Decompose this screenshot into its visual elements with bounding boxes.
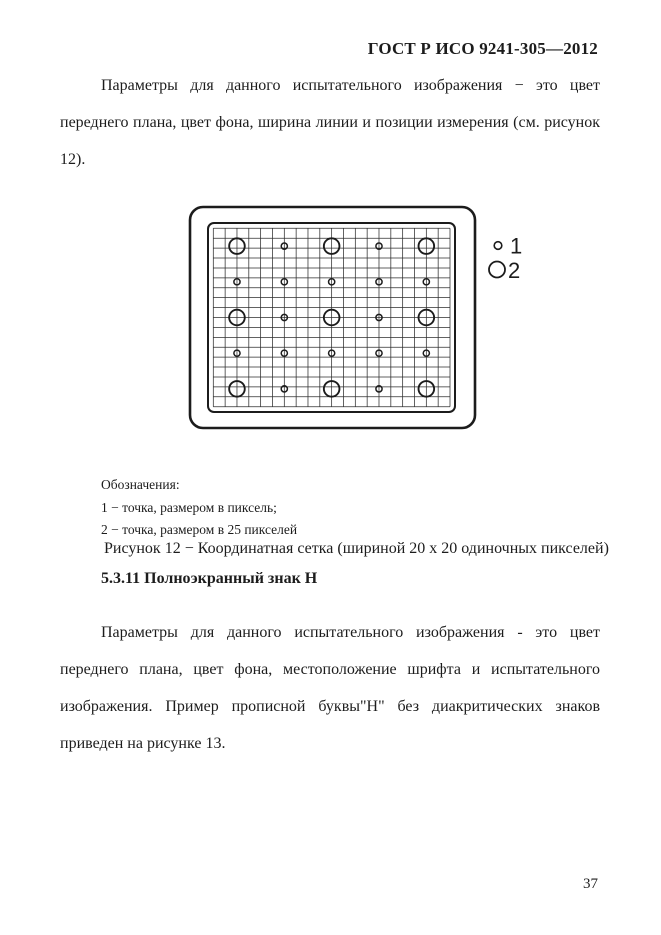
dot-1-pixel xyxy=(281,279,287,285)
legend-small-circle-icon xyxy=(494,242,502,250)
paragraph-1-line-2: переднего плана, цвет фона, ширина линии и позиции измерения (см. рисунок xyxy=(60,114,600,131)
dot-1-pixel xyxy=(376,243,382,249)
dot-25-pixels xyxy=(229,381,245,397)
dot-1-pixel xyxy=(281,314,287,320)
dot-1-pixel xyxy=(376,314,382,320)
dot-1-pixel xyxy=(376,350,382,356)
legend-label-1: 1 xyxy=(510,233,523,259)
legend-label-2: 2 xyxy=(508,258,521,283)
paragraph-2-line-4: приведен на рисунке 13. xyxy=(60,735,226,752)
dot-1-pixel xyxy=(376,386,382,392)
legend-item-1: 1 − точка, размером в пиксель; xyxy=(101,499,277,515)
dot-25-pixels xyxy=(324,381,340,397)
dot-1-pixel xyxy=(281,350,287,356)
dot-25-pixels xyxy=(229,238,245,254)
dot-1-pixel xyxy=(234,350,240,356)
paragraph-2 xyxy=(60,614,600,762)
legend-block xyxy=(101,474,297,542)
legend-title: Обозначения: xyxy=(101,477,180,492)
dot-1-pixel xyxy=(329,279,335,285)
paragraph-2-line-3: изображения. Пример прописной буквы"Н" без диакритических знаков xyxy=(60,698,600,715)
dot-25-pixels xyxy=(324,310,340,326)
paragraph-2-line-1: Параметры для данного испытательного изображения - это цвет xyxy=(101,624,600,641)
dot-1-pixel xyxy=(376,279,382,285)
paragraph-1 xyxy=(60,67,600,178)
legend-large-circle-icon xyxy=(489,262,505,278)
paragraph-1-line-3: 12). xyxy=(60,151,86,168)
figure-legend xyxy=(489,234,522,284)
figure-12 xyxy=(185,202,545,434)
dot-25-pixels xyxy=(324,238,340,254)
document-header: ГОСТ Р ИСО 9241-305—2012 xyxy=(367,39,598,58)
dot-1-pixel xyxy=(281,386,287,392)
legend-item-2: 2 − точка, размером в 25 пикселей xyxy=(101,522,298,537)
page-number: 37 xyxy=(583,876,598,892)
dot-25-pixels xyxy=(419,238,435,254)
dot-25-pixels xyxy=(419,381,435,397)
dot-1-pixel xyxy=(234,279,240,285)
figure-caption: Рисунок 12 − Координатная сетка (шириной 20 х 20 одиночных пикселей) xyxy=(104,540,609,557)
dot-25-pixels xyxy=(229,310,245,326)
dot-1-pixel xyxy=(329,350,335,356)
figure-12-svg xyxy=(185,202,545,434)
paragraph-1-line-1: Параметры для данного испытательного изображения − это цвет xyxy=(101,77,600,94)
section-heading: 5.3.11 Полноэкранный знак Н xyxy=(101,570,318,587)
dot-1-pixel xyxy=(423,350,429,356)
dot-25-pixels xyxy=(419,310,435,326)
paragraph-2-line-2: переднего плана, цвет фона, местоположение шрифта и испытательного xyxy=(60,661,600,678)
dot-1-pixel xyxy=(423,279,429,285)
dot-1-pixel xyxy=(281,243,287,249)
